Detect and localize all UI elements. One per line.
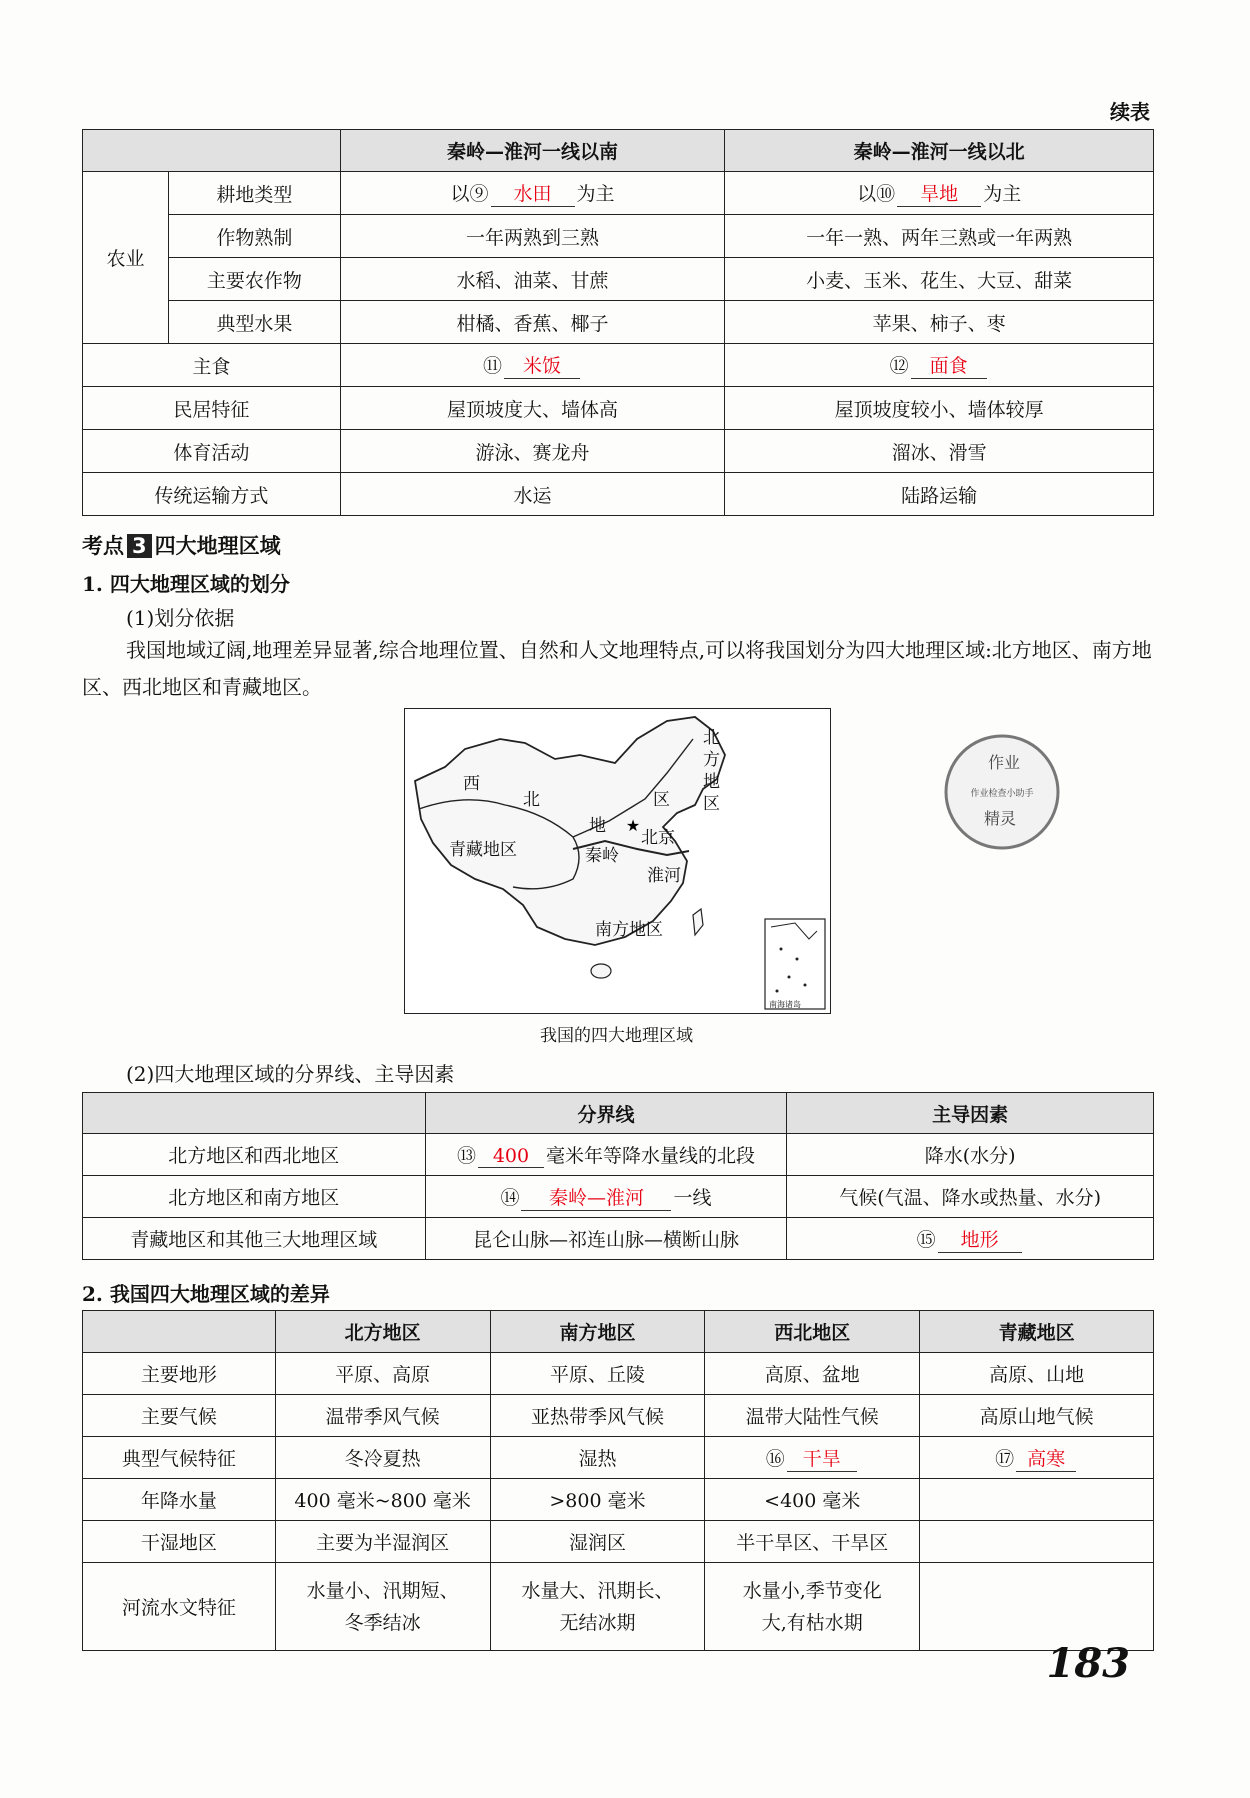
table3-header-north: 北方地区 bbox=[275, 1311, 490, 1353]
hainan-island bbox=[591, 964, 611, 978]
map-label-beijing: 北京 bbox=[641, 828, 675, 848]
table-cell: 水量大、汛期长、 无结冰期 bbox=[490, 1563, 705, 1651]
table-cell: 陆路运输 bbox=[725, 473, 1154, 516]
row-label: 体育活动 bbox=[83, 430, 341, 473]
table-cell: 高原、山地 bbox=[920, 1353, 1154, 1395]
stamp-svg bbox=[940, 730, 1065, 855]
table-cell: 屋顶坡度较小、墙体较厚 bbox=[725, 387, 1154, 430]
stamp-bottom-text: 精灵 bbox=[983, 809, 1017, 828]
table-cell: ⑬ 400 毫米年等降水量线的北段 bbox=[425, 1134, 787, 1176]
row-label: 河流水文特征 bbox=[83, 1563, 276, 1651]
map-label-huaihe: 淮河 bbox=[647, 866, 681, 886]
table-cell: 平原、高原 bbox=[275, 1353, 490, 1395]
answer-blank: 干旱 bbox=[787, 1444, 857, 1472]
table-cell: 昆仑山脉—祁连山脉—横断山脉 bbox=[425, 1218, 787, 1260]
answer-blank: 米饭 bbox=[504, 351, 580, 379]
row-label: 典型气候特征 bbox=[83, 1437, 276, 1479]
north-south-comparison-table bbox=[82, 129, 1154, 516]
row-label: 干湿地区 bbox=[83, 1521, 276, 1563]
row-label: 传统运输方式 bbox=[83, 473, 341, 516]
stamp-middle-text: 作业检查小助手 bbox=[970, 789, 1034, 799]
table3-header-qingzang: 青藏地区 bbox=[920, 1311, 1154, 1353]
table-cell: ⑭ 秦岭—淮河 一线 bbox=[425, 1176, 787, 1218]
table-cell: 小麦、玉米、花生、大豆、甜菜 bbox=[725, 258, 1154, 301]
table-cell: 水量小、汛期短、 冬季结冰 bbox=[275, 1563, 490, 1651]
table-cell bbox=[920, 1563, 1154, 1651]
table-cell: 湿润区 bbox=[490, 1521, 705, 1563]
answer-blank: 水田 bbox=[491, 179, 575, 207]
map-label-nw-4: 区 bbox=[653, 790, 670, 810]
answer-blank: 地形 bbox=[938, 1225, 1022, 1253]
table-cell: 苹果、柿子、枣 bbox=[725, 301, 1154, 344]
table-cell: 冬冷夏热 bbox=[275, 1437, 490, 1479]
page-number: 183 bbox=[1046, 1640, 1130, 1687]
agriculture-label: 农业 bbox=[83, 172, 169, 344]
map-label-n-4: 区 bbox=[703, 794, 720, 814]
map-label-qingzang: 青藏地区 bbox=[449, 840, 517, 860]
row-label: 主食 bbox=[83, 344, 341, 387]
table-cell: <400 毫米 bbox=[705, 1479, 920, 1521]
table3-header-northwest: 西北地区 bbox=[705, 1311, 920, 1353]
table-cell: 一年两熟到三熟 bbox=[340, 215, 725, 258]
map-label-n-3: 地 bbox=[703, 772, 720, 792]
map-label-n-2: 方 bbox=[703, 750, 720, 770]
map-svg bbox=[405, 709, 830, 1013]
homework-helper-stamp bbox=[940, 730, 1065, 855]
table-cell: ⑪ 米饭 bbox=[340, 344, 725, 387]
table-cell: 一年一熟、两年三熟或一年两熟 bbox=[725, 215, 1154, 258]
china-regions-map bbox=[404, 708, 831, 1014]
answer-blank: 秦岭—淮河 bbox=[521, 1183, 671, 1211]
table2-header-line: 分界线 bbox=[425, 1093, 787, 1134]
table-cell: 柑橘、香蕉、椰子 bbox=[340, 301, 725, 344]
row-label: 北方地区和南方地区 bbox=[83, 1176, 426, 1218]
table2-header-factor: 主导因素 bbox=[787, 1093, 1154, 1134]
answer-blank: 旱地 bbox=[897, 179, 981, 207]
table-cell: 高原山地气候 bbox=[920, 1395, 1154, 1437]
beijing-star: ★ bbox=[625, 816, 641, 835]
intro-paragraph: 我国地域辽阔,地理差异显著,综合地理位置、自然和人文地理特点,可以将我国划分为四大地理区域:北方地区、南方地区、西北地区和青藏地区。 bbox=[82, 638, 1152, 699]
row-label: 主要气候 bbox=[83, 1395, 276, 1437]
map-label-nw-2: 北 bbox=[523, 790, 540, 810]
map-caption: 我国的四大地理区域 bbox=[540, 1026, 693, 1046]
table-cell: 温带季风气候 bbox=[275, 1395, 490, 1437]
map-label-south: 南方地区 bbox=[595, 920, 663, 940]
answer-blank: 400 bbox=[478, 1145, 544, 1168]
taiwan-island bbox=[693, 909, 703, 935]
map-label-inset: 南海诸岛 bbox=[769, 1000, 801, 1009]
table-cell: 水稻、油菜、甘蔗 bbox=[340, 258, 725, 301]
table-cell: 游泳、赛龙舟 bbox=[340, 430, 725, 473]
row-label: 耕地类型 bbox=[168, 172, 340, 215]
table-cell: 400 毫米~800 毫米 bbox=[275, 1479, 490, 1521]
table-cell: ⑫ 面食 bbox=[725, 344, 1154, 387]
table-cell: 高原、盆地 bbox=[705, 1353, 920, 1395]
subsection-1-1-title: (1)划分依据 bbox=[126, 606, 235, 630]
boundary-table bbox=[82, 1092, 1154, 1260]
map-label-nw-1: 西 bbox=[463, 774, 480, 794]
table-cell: ⑮ 地形 bbox=[787, 1218, 1154, 1260]
table-cell: 水量小,季节变化 大,有枯水期 bbox=[705, 1563, 920, 1651]
answer-blank: 高寒 bbox=[1016, 1444, 1076, 1472]
table-cell: 水运 bbox=[340, 473, 725, 516]
subsection-1-2-title: (2)四大地理区域的分界线、主导因素 bbox=[126, 1062, 455, 1086]
table1-corner bbox=[83, 130, 341, 172]
row-label: 主要地形 bbox=[83, 1353, 276, 1395]
subsection-2-title: 2. 我国四大地理区域的差异 bbox=[82, 1282, 330, 1306]
table-cell: 平原、丘陵 bbox=[490, 1353, 705, 1395]
table3-header-south: 南方地区 bbox=[490, 1311, 705, 1353]
table-cell: 溜冰、滑雪 bbox=[725, 430, 1154, 473]
regions-difference-table bbox=[82, 1310, 1154, 1651]
section-title: 考点 3 四大地理区域 bbox=[82, 533, 281, 558]
table-cell: 屋顶坡度大、墙体高 bbox=[340, 387, 725, 430]
table-cell: 主要为半湿润区 bbox=[275, 1521, 490, 1563]
table-cell: 以⑨ 水田 为主 bbox=[340, 172, 725, 215]
table-cell bbox=[920, 1521, 1154, 1563]
row-label: 北方地区和西北地区 bbox=[83, 1134, 426, 1176]
table-cell: ⑰ 高寒 bbox=[920, 1437, 1154, 1479]
table-cell: 亚热带季风气候 bbox=[490, 1395, 705, 1437]
section-number-badge: 3 bbox=[127, 534, 152, 558]
table-cell: 湿热 bbox=[490, 1437, 705, 1479]
row-label: 年降水量 bbox=[83, 1479, 276, 1521]
table-cell: >800 毫米 bbox=[490, 1479, 705, 1521]
table-cell: 温带大陆性气候 bbox=[705, 1395, 920, 1437]
subsection-1-title: 1. 四大地理区域的划分 bbox=[82, 572, 290, 596]
row-label: 主要农作物 bbox=[168, 258, 340, 301]
table2-corner bbox=[83, 1093, 426, 1134]
table-cell: 半干旱区、干旱区 bbox=[705, 1521, 920, 1563]
table1-header-north: 秦岭—淮河一线以北 bbox=[725, 130, 1154, 172]
map-label-n-1: 北 bbox=[703, 728, 720, 748]
table1-header-south: 秦岭—淮河一线以南 bbox=[340, 130, 725, 172]
map-label-nw-3: 地 bbox=[589, 816, 606, 836]
table-cell: 以⑩ 旱地 为主 bbox=[725, 172, 1154, 215]
map-label-qinling: 秦岭 bbox=[585, 846, 619, 866]
china-outline bbox=[415, 717, 725, 945]
table3-corner bbox=[83, 1311, 276, 1353]
row-label: 民居特征 bbox=[83, 387, 341, 430]
continued-label: 续表 bbox=[1110, 100, 1150, 124]
table-cell bbox=[920, 1479, 1154, 1521]
table-cell: 降水(水分) bbox=[787, 1134, 1154, 1176]
row-label: 典型水果 bbox=[168, 301, 340, 344]
table-cell: 气候(气温、降水或热量、水分) bbox=[787, 1176, 1154, 1218]
table-cell: ⑯ 干旱 bbox=[705, 1437, 920, 1479]
row-label: 青藏地区和其他三大地理区域 bbox=[83, 1218, 426, 1260]
answer-blank: 面食 bbox=[911, 351, 987, 379]
stamp-top-text: 作业 bbox=[987, 753, 1021, 772]
row-label: 作物熟制 bbox=[168, 215, 340, 258]
